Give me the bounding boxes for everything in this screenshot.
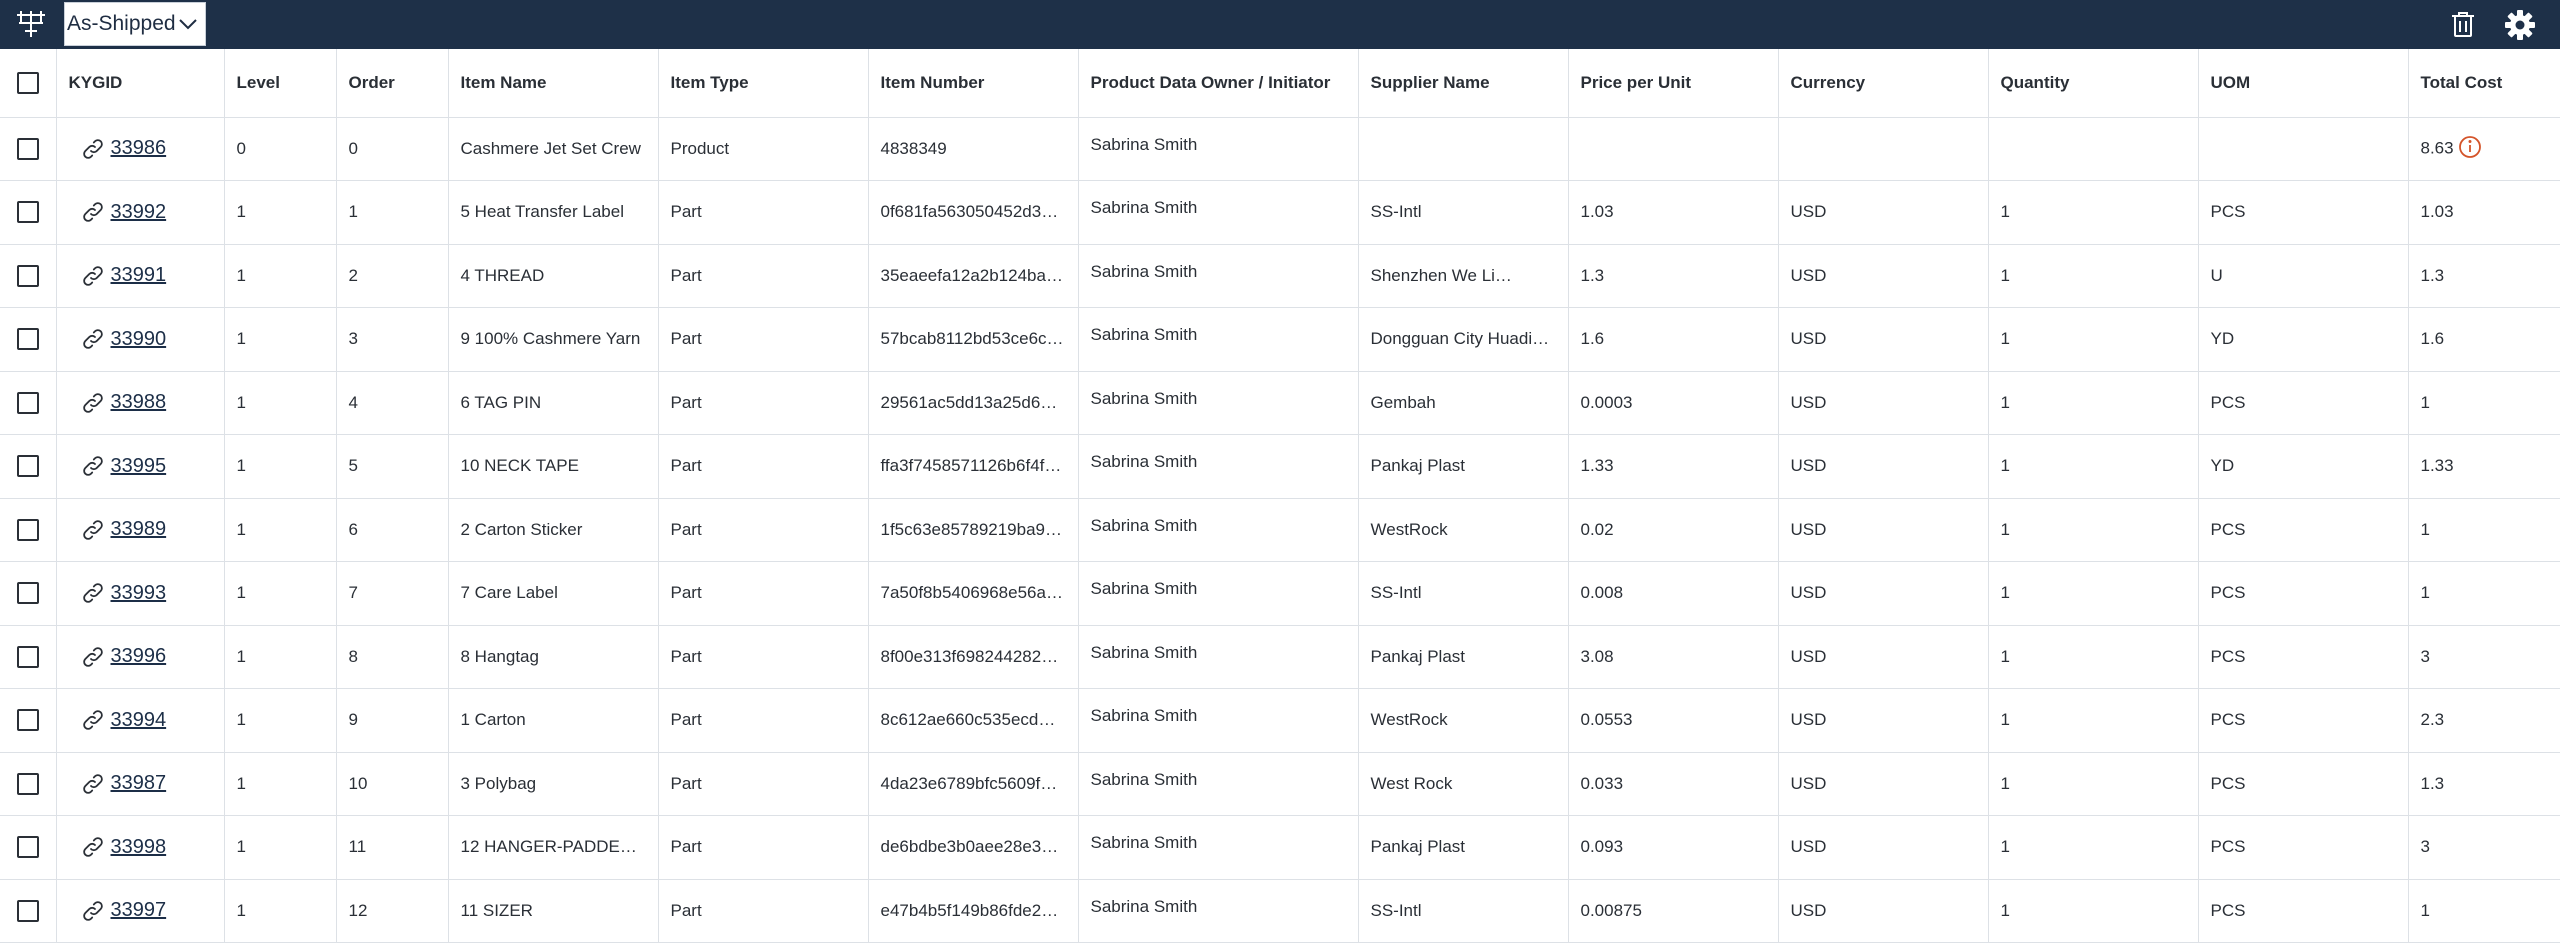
cell-order: 12 [336,879,448,943]
row-checkbox[interactable] [17,773,39,795]
cell-item-name: 3 Polybag [448,752,658,816]
column-header-uom[interactable]: UOM [2198,49,2408,117]
kygid-link[interactable]: 33987 [110,772,167,795]
cell-kygid [56,752,224,816]
cell-uom: PCS [2198,625,2408,689]
select-all-checkbox[interactable] [17,72,39,94]
cell-supplier: SS-Intl [1358,562,1568,626]
link-icon[interactable] [81,900,105,922]
cell-kygid [56,625,224,689]
cell-order: 5 [336,435,448,499]
cell-item-type: Part [658,625,868,689]
cell-currency: USD [1778,181,1988,245]
cell-item-number: 0f681fa563050452d3… [868,181,1078,245]
column-header-total-cost[interactable]: Total Cost [2408,49,2560,117]
cell-supplier: Pankaj Plast [1358,435,1568,499]
link-icon[interactable] [81,201,105,223]
column-header-order[interactable]: Order [336,49,448,117]
cell-price: 1.6 [1568,308,1778,372]
cell-quantity: 1 [1988,752,2198,816]
cell-item-number: 8f00e313f698244282… [868,625,1078,689]
cell-currency: USD [1778,816,1988,880]
column-header-currency[interactable]: Currency [1778,49,1988,117]
owner-text: Sabrina Smith [1090,261,1198,281]
kygid-link[interactable]: 33995 [110,454,167,477]
owner-text: Sabrina Smith [1090,198,1198,218]
cell-quantity [1988,117,2198,181]
cell-level: 1 [224,308,336,372]
row-checkbox[interactable] [17,836,39,858]
cell-total-cost [2408,244,2560,308]
trash-icon[interactable] [2448,9,2478,39]
table-row[interactable] [0,181,2560,245]
cell-item-type: Part [658,181,868,245]
cell-price: 0.0553 [1568,689,1778,753]
cell-item-type: Part [658,308,868,372]
cell-quantity: 1 [1988,879,2198,943]
link-icon[interactable] [81,138,105,160]
cell-kygid [56,244,224,308]
row-checkbox-cell [0,371,56,435]
cell-price: 0.00875 [1568,879,1778,943]
cell-total-cost [2408,816,2560,880]
cell-item-name: 10 NECK TAPE [448,435,658,499]
owner-text: Sabrina Smith [1090,325,1198,345]
cell-quantity: 1 [1988,625,2198,689]
cell-uom [2198,117,2408,181]
cell-quantity: 1 [1988,689,2198,753]
owner-text: Sabrina Smith [1090,452,1198,472]
owner-text: Sabrina Smith [1090,388,1198,408]
cell-item-number: 57bcab8112bd53ce6c… [868,308,1078,372]
cell-price: 3.08 [1568,625,1778,689]
cell-owner [1078,498,1358,562]
cell-currency: USD [1778,308,1988,372]
cell-uom: PCS [2198,181,2408,245]
cell-order: 7 [336,562,448,626]
cell-kygid [56,498,224,562]
cell-uom: PCS [2198,498,2408,562]
table-row[interactable] [0,308,2560,372]
kygid-link[interactable]: 33989 [110,518,167,541]
table-row[interactable] [0,689,2560,753]
cell-item-type: Part [658,371,868,435]
cell-quantity: 1 [1988,816,2198,880]
total-cost-value: 1.3 [2420,265,2445,285]
cell-total-cost [2408,117,2560,181]
link-icon[interactable] [81,773,105,795]
cell-item-type: Part [658,562,868,626]
row-checkbox-cell [0,816,56,880]
row-checkbox-cell [0,689,56,753]
row-checkbox[interactable] [17,138,39,160]
cell-order: 10 [336,752,448,816]
hierarchy-icon[interactable] [14,8,48,40]
cell-quantity: 1 [1988,181,2198,245]
cell-total-cost [2408,752,2560,816]
info-icon[interactable] [2458,135,2482,159]
cell-kygid [56,562,224,626]
row-checkbox[interactable] [17,900,39,922]
cell-level: 1 [224,244,336,308]
total-cost-value: 1.03 [2420,202,2454,222]
cell-level: 1 [224,498,336,562]
kygid-link[interactable]: 33998 [110,835,167,858]
cell-item-number: 7a50f8b5406968e56a… [868,562,1078,626]
total-cost-value: 2.3 [2420,710,2445,730]
cell-item-type: Part [658,689,868,753]
chevron-down-icon [177,14,199,39]
cell-supplier: WestRock [1358,689,1568,753]
link-icon[interactable] [81,455,105,477]
cell-owner [1078,244,1358,308]
cell-owner [1078,562,1358,626]
cell-supplier: Pankaj Plast [1358,625,1568,689]
cell-owner [1078,816,1358,880]
cell-currency [1778,117,1988,181]
cell-quantity: 1 [1988,562,2198,626]
owner-text: Sabrina Smith [1090,579,1198,599]
kygid-link[interactable]: 33997 [110,899,167,922]
row-checkbox[interactable] [17,392,39,414]
cell-kygid [56,816,224,880]
cell-total-cost [2408,498,2560,562]
row-checkbox[interactable] [17,519,39,541]
table-row[interactable] [0,562,2560,626]
cell-item-number: 4da23e6789bfc5609f… [868,752,1078,816]
cell-item-name: 5 Heat Transfer Label [448,181,658,245]
cell-level: 1 [224,181,336,245]
cell-kygid [56,181,224,245]
cell-order: 11 [336,816,448,880]
kygid-link[interactable]: 33991 [110,264,167,287]
cell-owner [1078,308,1358,372]
link-icon[interactable] [81,646,105,668]
cell-currency: USD [1778,879,1988,943]
row-checkbox[interactable] [17,709,39,731]
row-checkbox-cell [0,181,56,245]
cell-order: 2 [336,244,448,308]
cell-price: 1.3 [1568,244,1778,308]
kygid-link[interactable]: 33986 [110,137,167,160]
row-checkbox[interactable] [17,582,39,604]
total-cost-value: 1 [2420,900,2430,920]
cell-currency: USD [1778,371,1988,435]
cell-item-name: 7 Care Label [448,562,658,626]
cell-uom: PCS [2198,562,2408,626]
gear-icon[interactable] [2502,7,2538,43]
owner-text: Sabrina Smith [1090,515,1198,535]
cell-uom: PCS [2198,689,2408,753]
cell-total-cost [2408,181,2560,245]
kygid-link[interactable]: 33990 [110,327,167,350]
link-icon[interactable] [81,519,105,541]
cell-item-number: 35eaeefa12a2b124ba… [868,244,1078,308]
row-checkbox-cell [0,562,56,626]
row-checkbox-cell [0,117,56,181]
row-checkbox[interactable] [17,455,39,477]
owner-text: Sabrina Smith [1090,896,1198,916]
cell-total-cost [2408,435,2560,499]
cell-item-type: Product [658,117,868,181]
cell-item-name: 11 SIZER [448,879,658,943]
cell-quantity: 1 [1988,308,2198,372]
column-header-supplier[interactable]: Supplier Name [1358,49,1568,117]
cell-item-number: 1f5c63e85789219ba9… [868,498,1078,562]
cell-quantity: 1 [1988,498,2198,562]
cell-order: 4 [336,371,448,435]
row-checkbox[interactable] [17,646,39,668]
link-icon[interactable] [81,328,105,350]
view-select[interactable] [64,2,206,46]
cell-item-number: e47b4b5f149b86fde2… [868,879,1078,943]
cell-currency: USD [1778,244,1988,308]
cell-kygid [56,308,224,372]
cell-level: 1 [224,625,336,689]
cell-item-name: 4 THREAD [448,244,658,308]
cell-level: 1 [224,752,336,816]
cell-level: 0 [224,117,336,181]
column-header-owner[interactable]: Product Data Owner / Initiator [1078,49,1358,117]
cell-currency: USD [1778,435,1988,499]
cell-level: 1 [224,371,336,435]
column-header-level[interactable]: Level [224,49,336,117]
cell-total-cost [2408,308,2560,372]
row-checkbox-cell [0,435,56,499]
cell-level: 1 [224,879,336,943]
bom-table [0,49,2560,943]
total-cost-value: 3 [2420,646,2430,666]
cell-owner [1078,625,1358,689]
kygid-link[interactable]: 33992 [110,200,167,223]
owner-text: Sabrina Smith [1090,706,1198,726]
cell-item-type: Part [658,816,868,880]
total-cost-value: 1.6 [2420,329,2445,349]
table-row[interactable] [0,117,2560,181]
link-icon[interactable] [81,836,105,858]
table-row[interactable] [0,435,2560,499]
cell-kygid [56,371,224,435]
total-cost-value: 8.63 [2420,138,2454,158]
cell-kygid [56,689,224,753]
column-header-item-type[interactable]: Item Type [658,49,868,117]
cell-price: 0.02 [1568,498,1778,562]
cell-currency: USD [1778,625,1988,689]
cell-uom: YD [2198,435,2408,499]
cell-order: 1 [336,181,448,245]
cell-level: 1 [224,689,336,753]
cell-item-name: 8 Hangtag [448,625,658,689]
cell-owner [1078,435,1358,499]
cell-owner [1078,752,1358,816]
table-row[interactable] [0,816,2560,880]
top-toolbar [0,0,2560,49]
cell-item-number: 8c612ae660c535ecd… [868,689,1078,753]
total-cost-value: 1.3 [2420,773,2445,793]
select-all-checkbox-cell [0,49,56,117]
cell-supplier: Dongguan City Huadi… [1358,308,1568,372]
cell-item-name: 2 Carton Sticker [448,498,658,562]
cell-price: 1.03 [1568,181,1778,245]
column-header-item-name[interactable]: Item Name [448,49,658,117]
cell-item-number: 29561ac5dd13a25d6… [868,371,1078,435]
cell-total-cost [2408,689,2560,753]
cell-level: 1 [224,816,336,880]
cell-supplier: Pankaj Plast [1358,816,1568,880]
cell-currency: USD [1778,498,1988,562]
cell-quantity: 1 [1988,244,2198,308]
row-checkbox[interactable] [17,265,39,287]
cell-level: 1 [224,562,336,626]
row-checkbox[interactable] [17,328,39,350]
owner-text: Sabrina Smith [1090,769,1198,789]
cell-kygid [56,117,224,181]
total-cost-value: 1 [2420,519,2430,539]
link-icon[interactable] [81,582,105,604]
cell-price [1568,117,1778,181]
owner-text: Sabrina Smith [1090,134,1198,154]
cell-item-type: Part [658,435,868,499]
cell-kygid [56,435,224,499]
cell-quantity: 1 [1988,435,2198,499]
cell-supplier: WestRock [1358,498,1568,562]
cell-currency: USD [1778,752,1988,816]
link-icon[interactable] [81,709,105,731]
cell-supplier: SS-Intl [1358,879,1568,943]
cell-uom: PCS [2198,752,2408,816]
cell-price: 0.093 [1568,816,1778,880]
cell-price: 1.33 [1568,435,1778,499]
cell-item-number: ffa3f7458571126b6f4f… [868,435,1078,499]
cell-item-type: Part [658,879,868,943]
cell-order: 0 [336,117,448,181]
row-checkbox-cell [0,308,56,372]
row-checkbox-cell [0,879,56,943]
total-cost-value: 1 [2420,583,2430,603]
cell-price: 0.0003 [1568,371,1778,435]
cell-order: 6 [336,498,448,562]
cell-currency: USD [1778,562,1988,626]
cell-owner [1078,181,1358,245]
row-checkbox-cell [0,625,56,689]
cell-total-cost [2408,625,2560,689]
kygid-link[interactable]: 33988 [110,391,167,414]
cell-owner [1078,689,1358,753]
cell-owner [1078,879,1358,943]
row-checkbox[interactable] [17,201,39,223]
kygid-link[interactable]: 33993 [110,581,167,604]
cell-owner [1078,117,1358,181]
table-row[interactable] [0,752,2560,816]
cell-price: 0.033 [1568,752,1778,816]
column-header-item-number[interactable]: Item Number [868,49,1078,117]
table-row[interactable] [0,244,2560,308]
column-header-kygid[interactable]: KYGID [56,49,224,117]
total-cost-value: 1.33 [2420,456,2454,476]
cell-uom: YD [2198,308,2408,372]
cell-uom: PCS [2198,371,2408,435]
cell-total-cost [2408,562,2560,626]
view-select-value: As-Shipped [67,12,176,35]
bom-grid [0,49,2560,943]
cell-owner [1078,371,1358,435]
cell-item-type: Part [658,752,868,816]
table-row[interactable] [0,498,2560,562]
column-header-price[interactable]: Price per Unit [1568,49,1778,117]
total-cost-value: 1 [2420,392,2430,412]
row-checkbox-cell [0,752,56,816]
cell-uom: U [2198,244,2408,308]
row-checkbox-cell [0,244,56,308]
cell-order: 8 [336,625,448,689]
cell-supplier: SS-Intl [1358,181,1568,245]
cell-supplier: Gembah [1358,371,1568,435]
cell-total-cost [2408,371,2560,435]
cell-level: 1 [224,435,336,499]
cell-currency: USD [1778,689,1988,753]
cell-kygid [56,879,224,943]
cell-quantity: 1 [1988,371,2198,435]
table-row[interactable] [0,625,2560,689]
table-row[interactable] [0,879,2560,943]
cell-price: 0.008 [1568,562,1778,626]
cell-total-cost [2408,879,2560,943]
cell-order: 3 [336,308,448,372]
cell-item-name: 9 100% Cashmere Yarn [448,308,658,372]
cell-item-name: 6 TAG PIN [448,371,658,435]
link-icon[interactable] [81,265,105,287]
column-header-quantity[interactable]: Quantity [1988,49,2198,117]
table-header-row [0,49,2560,117]
cell-supplier: Shenzhen We Li… [1358,244,1568,308]
cell-item-name: 12 HANGER-PADDE… [448,816,658,880]
cell-item-name: Cashmere Jet Set Crew [448,117,658,181]
cell-item-number: 4838349 [868,117,1078,181]
cell-item-type: Part [658,244,868,308]
cell-item-type: Part [658,498,868,562]
owner-text: Sabrina Smith [1090,833,1198,853]
total-cost-value: 3 [2420,837,2430,857]
link-icon[interactable] [81,392,105,414]
cell-supplier [1358,117,1568,181]
row-checkbox-cell [0,498,56,562]
cell-uom: PCS [2198,879,2408,943]
cell-item-name: 1 Carton [448,689,658,753]
table-row[interactable] [0,371,2560,435]
owner-text: Sabrina Smith [1090,642,1198,662]
kygid-link[interactable]: 33996 [110,645,167,668]
cell-uom: PCS [2198,816,2408,880]
cell-item-number: de6bdbe3b0aee28e3… [868,816,1078,880]
cell-supplier: West Rock [1358,752,1568,816]
kygid-link[interactable]: 33994 [110,708,167,731]
cell-order: 9 [336,689,448,753]
